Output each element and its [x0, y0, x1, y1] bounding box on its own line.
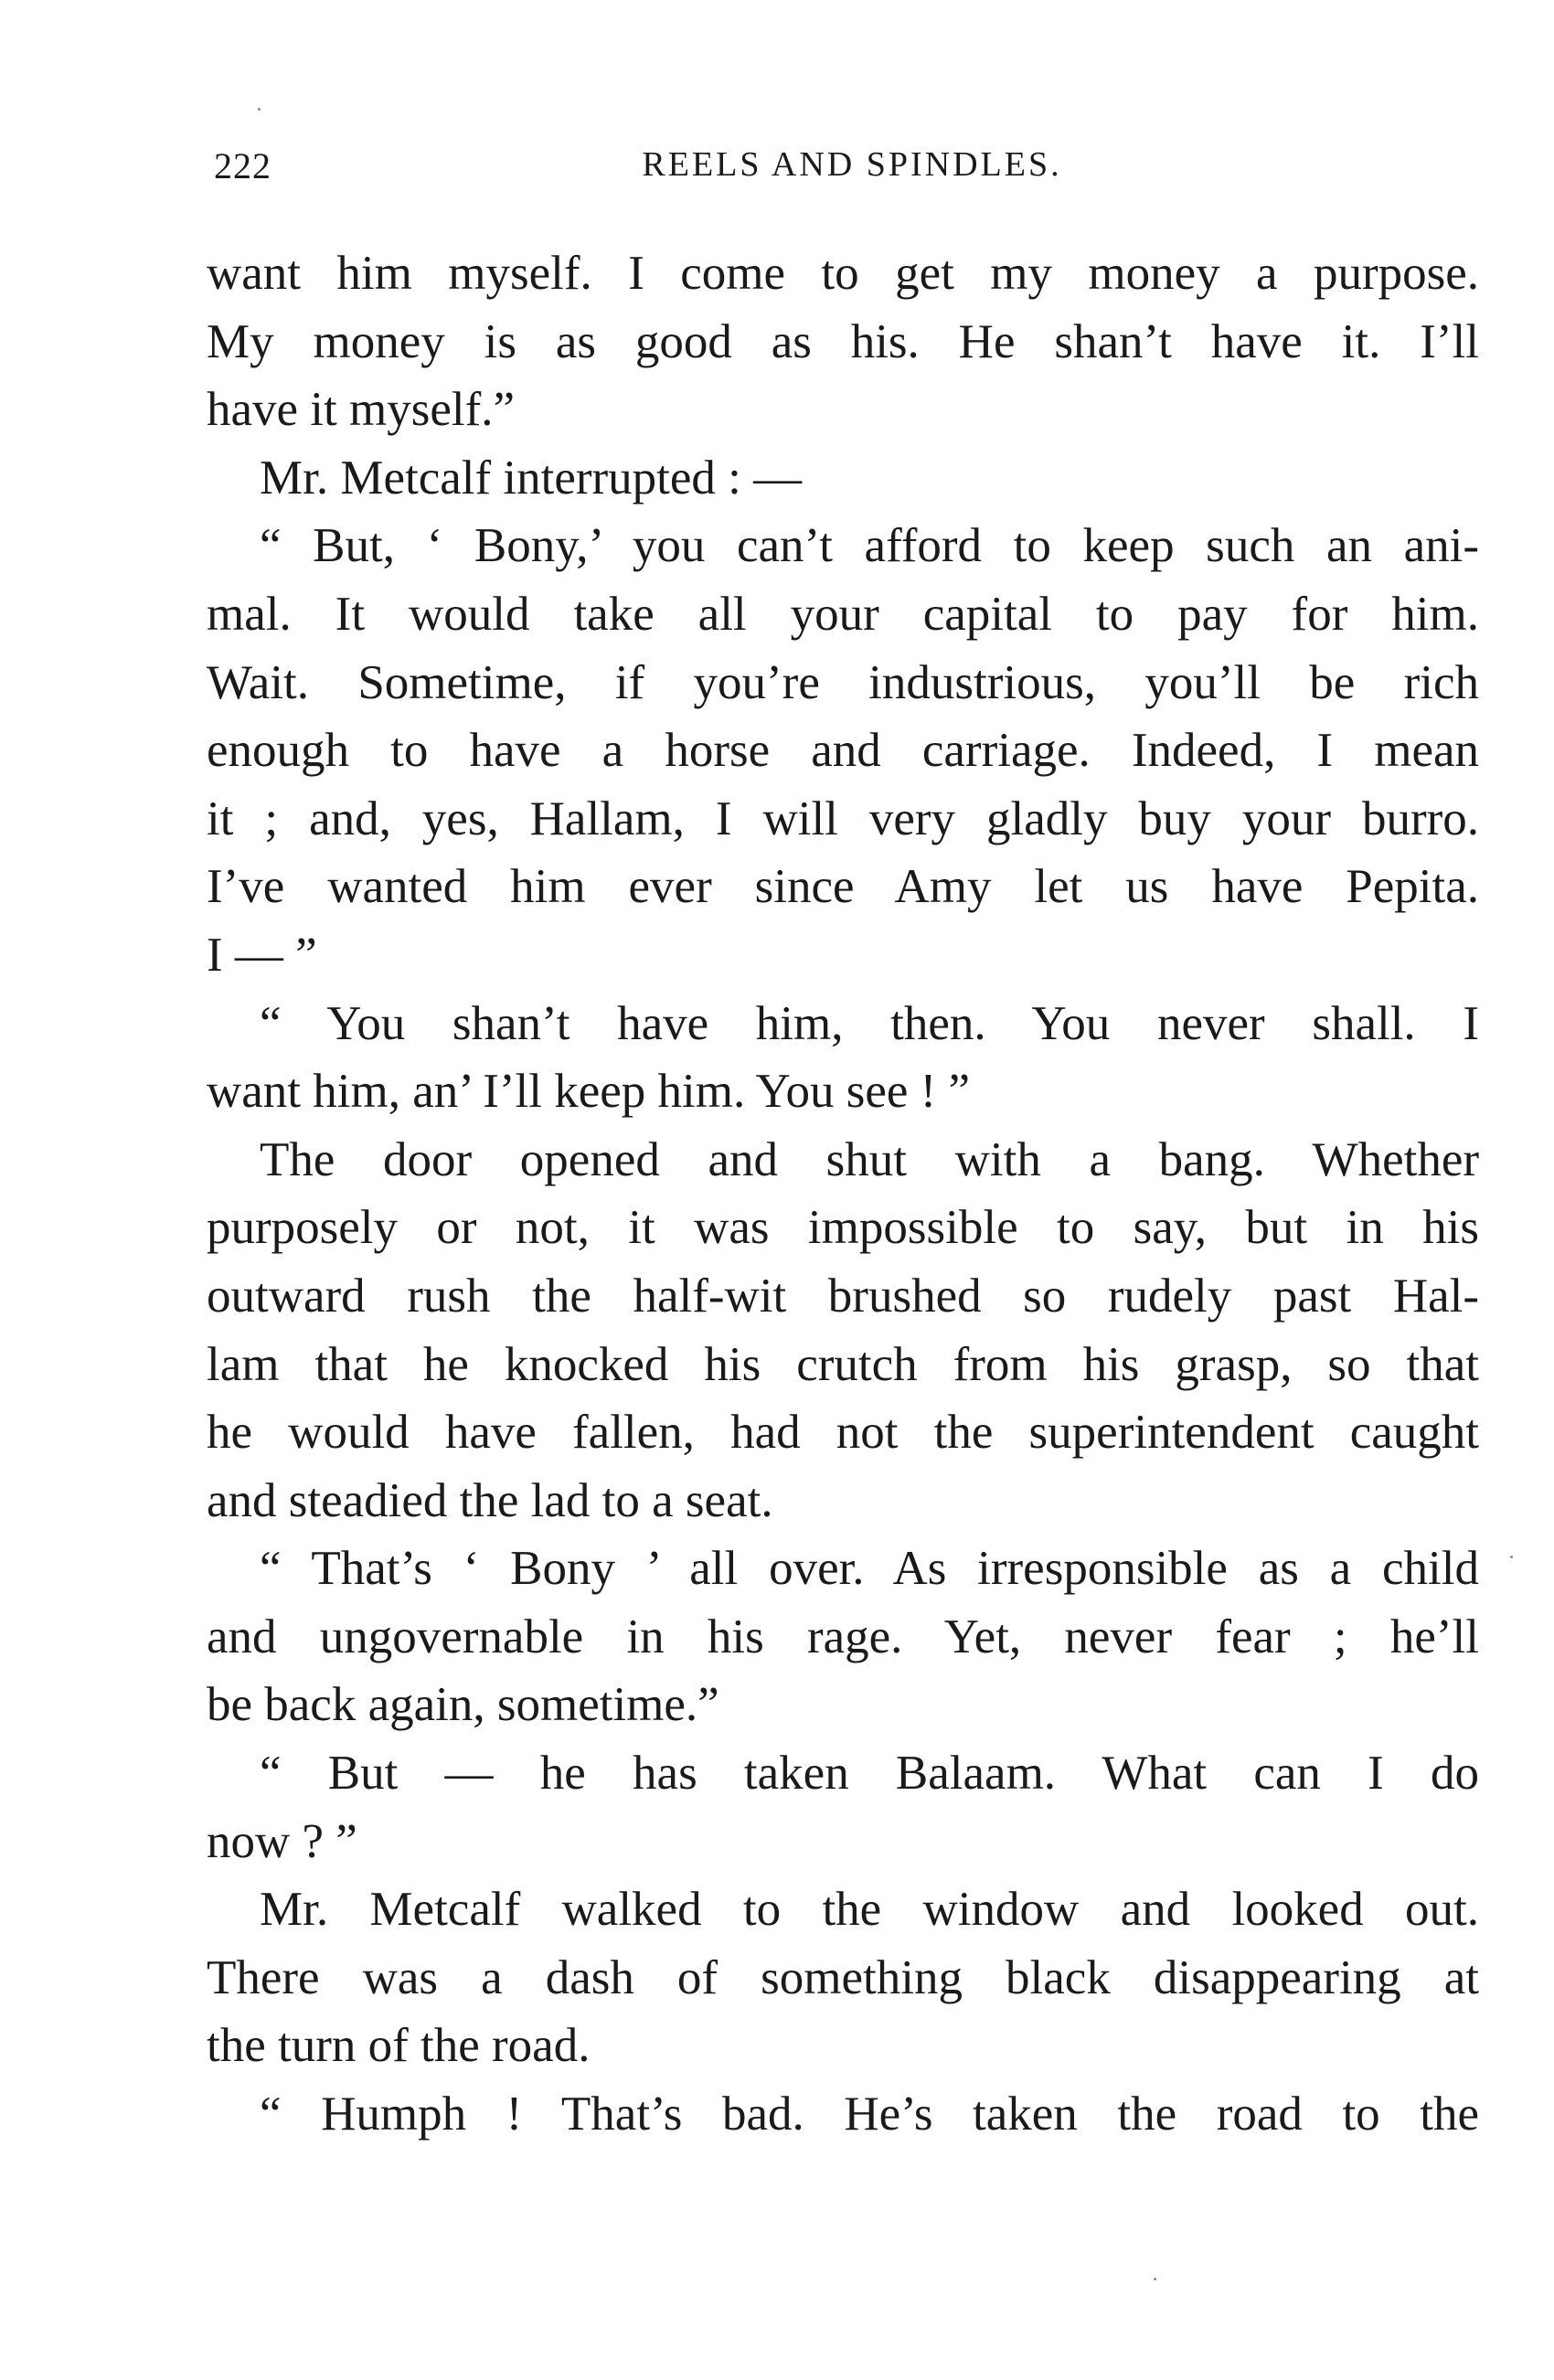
- text-line: enough to have a horse and carriage. Indeed, I mean: [207, 724, 1479, 778]
- text-line: want him myself. I come to get my money a purpose.: [207, 247, 1479, 300]
- text-line: Wait. Sometime, if you’re industrious, you’ll be rich: [207, 655, 1479, 709]
- text-line: have it myself.”: [207, 383, 516, 437]
- text-line: The door opened and shut with a bang. Whether: [260, 1132, 1479, 1186]
- text-line: “ But — he has taken Balaam. What can I do: [260, 1747, 1479, 1801]
- page-number: 222: [214, 145, 271, 186]
- text-line: now ? ”: [207, 1814, 357, 1868]
- text-line: I — ”: [207, 928, 317, 982]
- text-line: outward rush the half-wit brushed so rudely past Hal-: [207, 1269, 1479, 1323]
- text-line: he would have fallen, had not the superintendent caught: [207, 1406, 1479, 1460]
- text-line: and ungovernable in his rage. Yet, never fear ; he’ll: [207, 1610, 1479, 1663]
- text-line: I’ve wanted him ever since Amy let us have Pepita.: [207, 860, 1479, 914]
- text-line: “ But, ‘ Bony,’ you can’t afford to keep such an ani-: [260, 519, 1479, 573]
- text-line: it ; and, yes, Hallam, I will very gladly buy your burro.: [207, 792, 1479, 845]
- text-line: the turn of the road.: [207, 2019, 591, 2073]
- text-line: Mr. Metcalf walked to the window and looked out.: [260, 1883, 1479, 1937]
- text-line: lam that he knocked his crutch from his grasp, so that: [207, 1337, 1479, 1391]
- page-header: [207, 144, 1479, 199]
- text-line: purposely or not, it was impossible to say, but in his: [207, 1201, 1479, 1255]
- scan-speck: [258, 108, 261, 111]
- text-line: “ That’s ‘ Bony ’ all over. As irresponsible as a child: [260, 1542, 1479, 1596]
- text-line: want him, an’ I’ll keep him. You see ! ”: [207, 1065, 971, 1119]
- text-line: “ Humph ! That’s bad. He’s taken the road to the: [260, 2088, 1479, 2141]
- text-line: “ You shan’t have him, then. You never shall. I: [260, 996, 1479, 1050]
- text-line: Mr. Metcalf interrupted : —: [260, 451, 803, 505]
- text-line: My money is as good as his. He shan’t have it. I’ll: [207, 314, 1479, 368]
- text-line: and steadied the lad to a seat.: [207, 1473, 773, 1527]
- scan-speck: [1154, 2278, 1156, 2280]
- running-title: REELS AND SPINDLES.: [642, 145, 1062, 184]
- text-line: There was a dash of something black disappearing at: [207, 1950, 1479, 2004]
- scan-speck: [1510, 1556, 1513, 1558]
- text-line: mal. It would take all your capital to pay for him.: [207, 587, 1479, 641]
- body-text: [207, 239, 1479, 2149]
- text-line: be back again, sometime.”: [207, 1678, 719, 1732]
